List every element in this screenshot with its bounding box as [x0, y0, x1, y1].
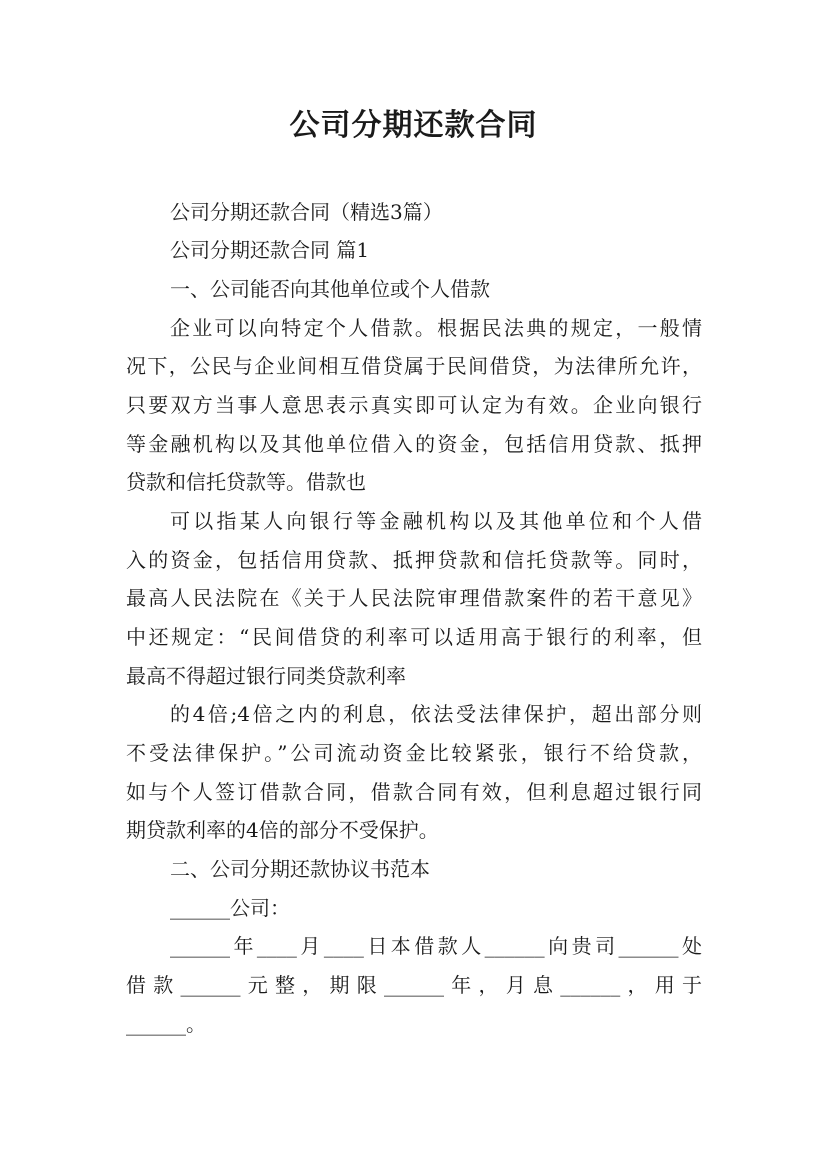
- doc-line: ______年____月____日本借款人______向贵司______处: [170, 934, 702, 958]
- doc-line: 公司分期还款合同（精选3篇）: [170, 200, 443, 224]
- doc-line: 中还规定：“民间借贷的利率可以适用高于银行的利率，但: [126, 625, 702, 649]
- doc-line: 企业可以向特定个人借款。根据民法典的规定，一般情: [170, 316, 702, 340]
- doc-line: 不受法律保护。”公司流动资金比较紧张，银行不给贷款，: [126, 741, 702, 765]
- doc-line: 只要双方当事人意思表示真实即可认定为有效。企业向银行: [126, 393, 702, 417]
- doc-line: 最高不得超过银行同类贷款利率: [126, 664, 406, 688]
- doc-line: 贷款和信托贷款等。借款也: [126, 470, 366, 494]
- doc-line: 况下，公民与企业间相互借贷属于民间借贷，为法律所允许，: [126, 354, 702, 378]
- doc-line: ______。: [126, 1012, 206, 1036]
- document-title: 公司分期还款合同: [289, 108, 538, 143]
- doc-line: 期贷款利率的4倍的部分不受保护。: [126, 818, 439, 842]
- doc-line: ______公司：: [170, 896, 290, 920]
- doc-line: 入的资金，包括信用贷款、抵押贷款和信托贷款等。同时，: [126, 548, 702, 572]
- doc-line: 可以指某人向银行等金融机构以及其他单位和个人借: [170, 509, 702, 533]
- doc-line: 借款______元整，期限______年，月息______，用于: [126, 973, 702, 997]
- doc-line: 公司分期还款合同 篇1: [170, 238, 370, 262]
- doc-line: 的4倍;4倍之内的利息，依法受法律保护，超出部分则: [170, 702, 702, 726]
- doc-line: 二、公司分期还款协议书范本: [170, 857, 430, 881]
- doc-line: 等金融机构以及其他单位借入的资金，包括信用贷款、抵押: [126, 432, 702, 456]
- doc-line: 最高人民法院在《关于人民法院审理借款案件的若干意见》: [126, 586, 702, 610]
- doc-line: 如与个人签订借款合同，借款合同有效，但利息超过银行同: [126, 780, 702, 804]
- doc-line: 一、公司能否向其他单位或个人借款: [170, 277, 490, 301]
